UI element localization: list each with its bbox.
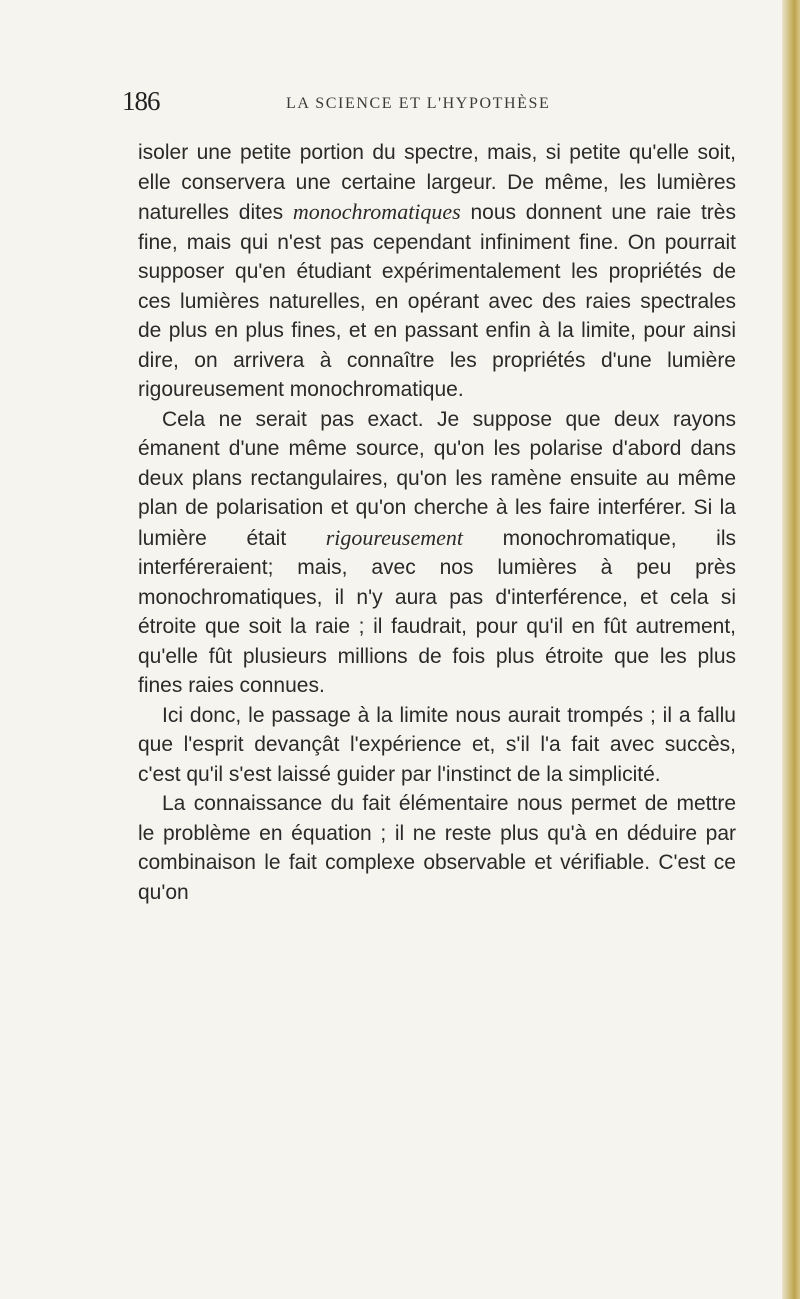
paragraph: [138, 138, 736, 405]
italic-term: rigoureusement: [325, 524, 464, 550]
running-title: LA SCIENCE ET L'HYPOTHÈSE: [286, 95, 551, 112]
paragraph: [138, 789, 736, 907]
paragraph: [138, 701, 736, 790]
body-text: [138, 138, 736, 907]
paragraph-text: La connaissance du fait élémentaire nous permet de mettre le problème en équation ; il ne reste plus qu'à en déduire par combinaison le fait complexe observable et vérifiable. C'est ce qu'on: [138, 792, 736, 904]
paragraph-text: nous donnent une raie très fine, mais qui n'est pas cependant infiniment fine. On pourrait supposer qu'en étudiant expérimentalement les propriétés de ces lumières naturelles, en opérant avec des raies spectrales de plus en plus fines, et en passant enfin à la limite, pour ainsi dire, on arrivera à connaître les propriétés d'une lumière rigoureusement monochromatique.: [138, 201, 736, 401]
paragraph-text: monochromatique, ils interféreraient; mais, avec nos lumières à peu près monochromatiques, il n'y aura pas d'interférence, et cela si étroite que soit la raie ; il faudrait, pour qu'il en fût autrement, qu'elle fût plusieurs millions de fois plus étroite que les plus fines raies connues.: [138, 526, 736, 697]
page-number: 186: [122, 86, 160, 116]
page-header: [0, 86, 780, 118]
italic-term: monochromatiques: [292, 199, 461, 224]
paragraph-text: Cela ne serait pas exact. Je suppose que deux rayons émanent d'une même source, qu'on les polarise d'abord dans deux plans rectangulaires, qu'on les ramène ensuite au même plan de polarisation et qu'on cherche à les faire interférer. Si la lumière était: [138, 407, 736, 550]
paragraph: [138, 405, 736, 701]
paragraph-text: Ici donc, le passage à la limite nous aurait trompés ; il a fallu que l'esprit devançât l'expérience et, s'il l'a fait avec succès, c'est qu'il s'est laissé guider par l'instinct de la simplicité.: [138, 703, 736, 786]
paragraph-text: isoler une petite portion du spectre, mais, si petite qu'elle soit, elle conservera une certaine largeur. De même, les lumières naturelles dites: [138, 141, 736, 224]
page-edge: [782, 0, 800, 1299]
